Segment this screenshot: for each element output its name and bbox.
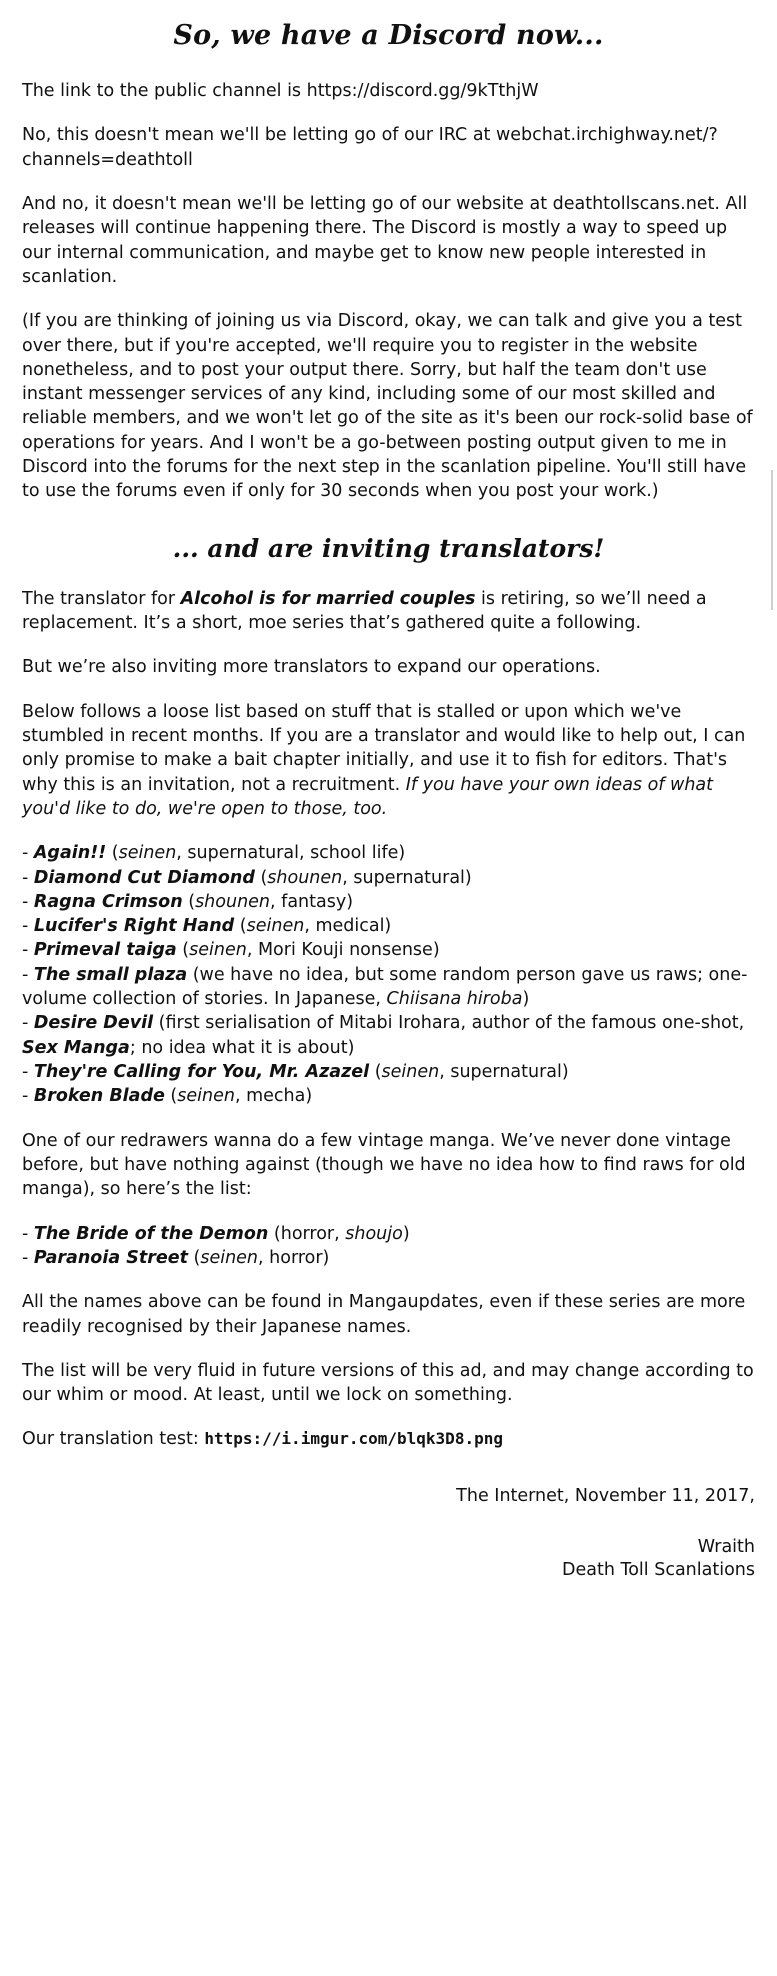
item-text-1: ( (164, 1086, 178, 1107)
item-dash: - (22, 867, 34, 888)
paragraph-list-fluid: The list will be very fluid in future versions of this ad, and may change according to our whim or mood. At least, until we lock on something. (22, 1360, 754, 1406)
item-dash: - (22, 891, 34, 912)
list-item (22, 963, 755, 1012)
item-text-2: ) (402, 1223, 410, 1244)
item-tag: shounen (267, 867, 343, 888)
text-after-series: is retiring, so we’ll need a replacement. It’s a short, moe series that’s gathered quite a following. (22, 588, 707, 633)
item-tag: shounen (195, 891, 271, 912)
item-dash: - (22, 1086, 34, 1107)
item-tag: seinen (118, 843, 177, 864)
item-text-1: ( (182, 891, 196, 912)
item-text-2: , supernatural, school life) (176, 843, 406, 864)
item-title: Diamond Cut Diamond (33, 867, 255, 888)
list-item (22, 890, 755, 914)
item-tag: shoujo (345, 1223, 403, 1244)
item-text-2: , supernatural) (342, 867, 472, 888)
item-dash: - (22, 1062, 34, 1082)
item-text-1: ( (369, 1062, 382, 1082)
paragraph-irc: No, this doesn't mean we'll be letting go of our IRC at webchat.irchighway.net/?channels=deathtoll (22, 125, 718, 170)
list-item (22, 1060, 755, 1084)
signature-name: Wraith (697, 1536, 755, 1557)
item-title: Again!! (33, 843, 107, 864)
vintage-list (22, 1222, 755, 1271)
translation-test-link[interactable]: https://i.imgur.com/blqk3D8.png (204, 1429, 503, 1449)
paragraph-website: And no, it doesn't mean we'll be letting go of our website at deathtollscans.net. All releases will continue happening there. The Discord is mostly a way to speed up our internal communication, and maybe get to know new people interested in scanlation. (22, 193, 748, 287)
series-name-alcohol: Alcohol is for married couples (180, 588, 476, 609)
item-subtitle: Sex Manga (22, 1037, 130, 1058)
page-edge-line (771, 470, 773, 610)
list-item (22, 938, 755, 962)
item-tag: seinen (381, 1062, 440, 1082)
item-text-2: , Mori Kouji nonsense) (246, 940, 440, 961)
section-title-translators: ... and are inviting translators! (172, 533, 605, 563)
item-dash: - (22, 916, 34, 937)
item-tag: seinen (200, 1247, 259, 1268)
item-title: Lucifer's Right Hand (33, 916, 235, 937)
list-item (22, 1011, 755, 1060)
item-text-1: ( (187, 1247, 201, 1268)
list-item (22, 866, 755, 890)
item-tag: seinen (177, 1086, 235, 1107)
signature-date: The Internet, November 11, 2017, (456, 1485, 755, 1506)
paragraph-discord-link: The link to the public channel is https://discord.gg/9kTthjW (22, 81, 539, 101)
list-item (22, 1246, 755, 1270)
item-tag: Chiisana hiroba (386, 989, 523, 1010)
paragraph-vintage-intro: One of our redrawers wanna do a few vintage manga. We’ve never done vintage before, but have nothing against (though we have no idea how to find raws for old manga), so here’s the list: (22, 1130, 746, 1200)
item-title: Paranoia Street (33, 1247, 188, 1268)
item-title: They're Calling for You, Mr. Azazel (33, 1062, 370, 1082)
item-tag: seinen (246, 916, 305, 937)
item-title: The Bride of the Demon (33, 1223, 269, 1244)
item-text-1: (we have no idea, but some random person gave us raws; one-volume collection of stories. In Japanese, (22, 964, 748, 1010)
signature-group: Death Toll Scanlations (562, 1560, 755, 1581)
item-dash: - (22, 1247, 34, 1268)
item-text-1: ( (106, 843, 119, 864)
item-text-2: , supernatural) (439, 1062, 569, 1082)
item-text-2: , mecha) (234, 1086, 313, 1107)
text-before-series: The translator for (22, 588, 181, 609)
item-text-2: ; no idea what it is about) (129, 1037, 355, 1058)
item-dash: - (22, 964, 34, 985)
item-title: Primeval taiga (33, 940, 177, 961)
item-text-1: ( (176, 940, 190, 961)
list-item (22, 1084, 755, 1108)
item-title: Broken Blade (33, 1086, 165, 1107)
paragraph-inviting-more: But we’re also inviting more translators to expand our operations. (22, 657, 601, 678)
item-text-2: , medical) (304, 916, 392, 937)
paragraph-mangaupdates: All the names above can be found in Mangaupdates, even if these series are more readily recognised by their Japanese names. (22, 1292, 746, 1337)
list-item (22, 914, 755, 938)
item-text-1: (first serialisation of Mitabi Irohara, author of the famous one-shot, (153, 1013, 745, 1034)
intro-text: Below follows a loose list based on stuff that is stalled or upon which we've stumbled in recent months. If you are a translator and would like to help out, I can only promise to make a bait chapter initially, and use it to fish for editors. That's why this is an invitation, not a recruitment. (22, 701, 746, 795)
intro-emphasis: If you have your own ideas of what you'd like to do, we're open to those, too. (22, 774, 714, 819)
paragraph-loose-list-intro (22, 700, 755, 822)
list-item (22, 841, 755, 865)
item-text-1: (horror, (268, 1223, 346, 1244)
paragraph-joining-note: (If you are thinking of joining us via Discord, okay, we can talk and give you a test over there, but if you're accepted, we'll require you to register in the website nonetheless, and to post your output there. Sorry, but half the team don't use instant messenger services of any kind, including some of our most skilled and reliable members, and we won't let go of the site as it's been our rock-solid base of operations for years. And I won't be a go-between posting output given to me in Discord into the forums for the next step in the scanlation pipeline. You'll still have to use the forums even if only for 30 seconds when you post your work.) (22, 311, 753, 502)
item-title: The small plaza (33, 964, 188, 985)
item-text-1: ( (254, 867, 268, 888)
paragraph-alcohol-translator (22, 587, 755, 636)
item-text-1: ( (234, 916, 247, 937)
item-title: Desire Devil (33, 1013, 154, 1034)
paragraph-translation-test (22, 1427, 755, 1451)
page-title: So, we have a Discord now... (173, 20, 604, 51)
item-dash: - (22, 940, 34, 961)
item-dash: - (22, 1013, 34, 1034)
item-text-2: , fantasy) (270, 891, 354, 912)
item-dash: - (22, 1223, 34, 1244)
translation-test-label: Our translation test: (22, 1429, 205, 1450)
item-dash: - (22, 843, 34, 864)
list-item (22, 1222, 755, 1246)
item-text-2: , horror) (258, 1247, 330, 1268)
item-text-2: ) (522, 989, 530, 1010)
item-tag: seinen (189, 940, 247, 961)
item-title: Ragna Crimson (33, 891, 183, 912)
series-list (22, 841, 755, 1108)
